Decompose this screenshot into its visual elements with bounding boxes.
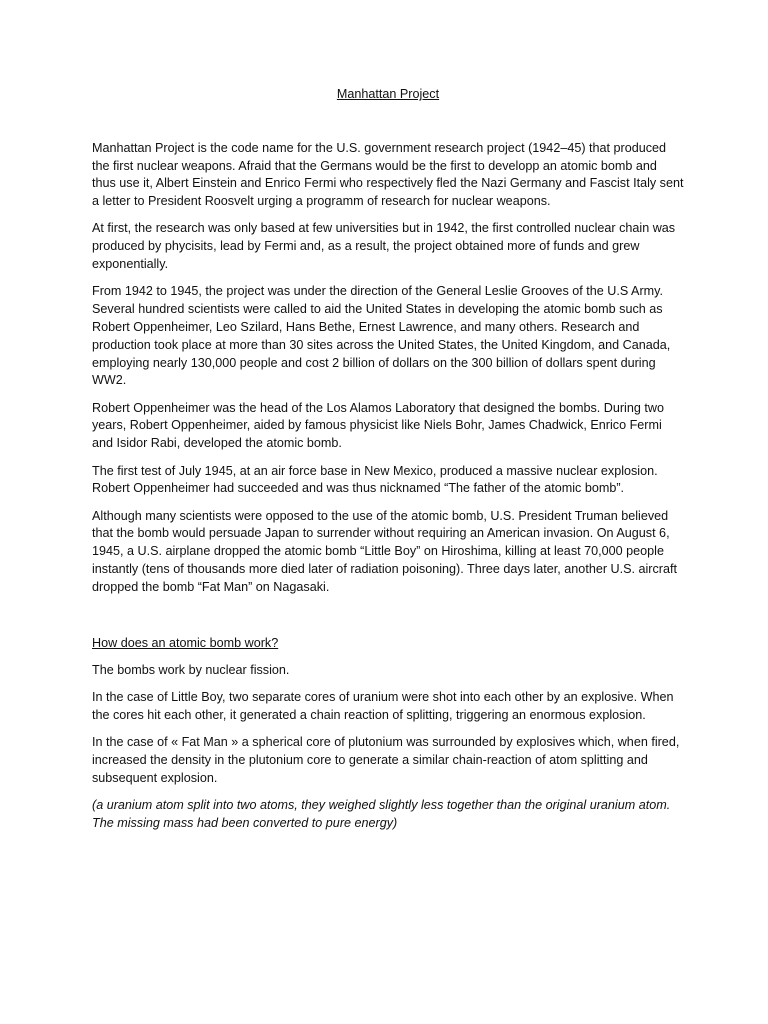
document-title: Manhattan Project [336,87,440,101]
section-heading: How does an atomic bomb work? [92,635,279,650]
intro-paragraph-2: At first, the research was only based at few universities but in 1942, the first controlled nuclear chain was produced by phycisits, lead by Fermi and, as a result, the project obtained more of funds and grew exponentially. [92,221,676,272]
section-paragraph-2: In the case of Little Boy, two separate cores of uranium were shot into each other by an explosive. When the cores hit each other, it generated a chain reaction of splitting, triggering an enormous explosion. [92,690,674,723]
section-paragraph-1: The bombs work by nuclear fission. [92,662,290,677]
intro-paragraph-3: From 1942 to 1945, the project was under the direction of the General Leslie Grooves of the U.S Army. Several hundred scientists were called to aid the United States in developing the atomic bomb such as Robert Oppenheimer, Leo Szilard, Hans Bethe, Ernest Lawrence, and many others. Research and production took place at more than 30 sites across the United States, the United Kingdom, and Canada, employing nearly 130,000 people and cost 2 billion of dollars on the 300 billion of dollars spent during WW2. [92,284,671,388]
intro-paragraph-5: The first test of July 1945, at an air force base in New Mexico, produced a massive nuclear explosion. Robert Oppenheimer had succeeded and was thus nicknamed “The father of the atomic bomb”. [92,463,658,496]
intro-paragraph-6: Although many scientists were opposed to the use of the atomic bomb, U.S. President Truman believed that the bomb would persuade Japan to surrender without requiring an American invasion. On August 6, 1945, a U.S. airplane dropped the atomic bomb “Little Boy” on Hiroshima, killing at least 70,000 people instantly (tens of thousands more died later of radiation poisoning). Three days later, another U.S. aircraft dropped the bomb “Fat Man” on Nagasaki. [92,508,677,594]
intro-paragraph-4: Robert Oppenheimer was the head of the Los Alamos Laboratory that designed the bombs. During two years, Robert Oppenheimer, aided by famous physicist like Niels Bohr, James Chadwick, Enrico Fermi and Isidor Rabi, developed the atomic bomb. [92,400,664,451]
section-paragraph-3: In the case of « Fat Man » a spherical core of plutonium was surrounded by explosives which, when fired, increased the density in the plutonium core to generate a similar chain-reaction of atom splitting and subsequent explosion. [92,735,680,785]
intro-paragraph-1: Manhattan Project is the code name for the U.S. government research project (1942–45) that produced the first nuclear weapons. Afraid that the Germans would be the first to developp an atomic bomb and thus use it, Albert Einstein and Enrico Fermi who respectively fled the Nazi Germany and Fascist Italy sent a letter to President Roosvelt urging a programm of research for nuclear weapons. [92,140,684,209]
closing-note: (a uranium atom split into two atoms, they weighed slightly less together than the original uranium atom. The missing mass had been converted to pure energy) [92,798,671,830]
